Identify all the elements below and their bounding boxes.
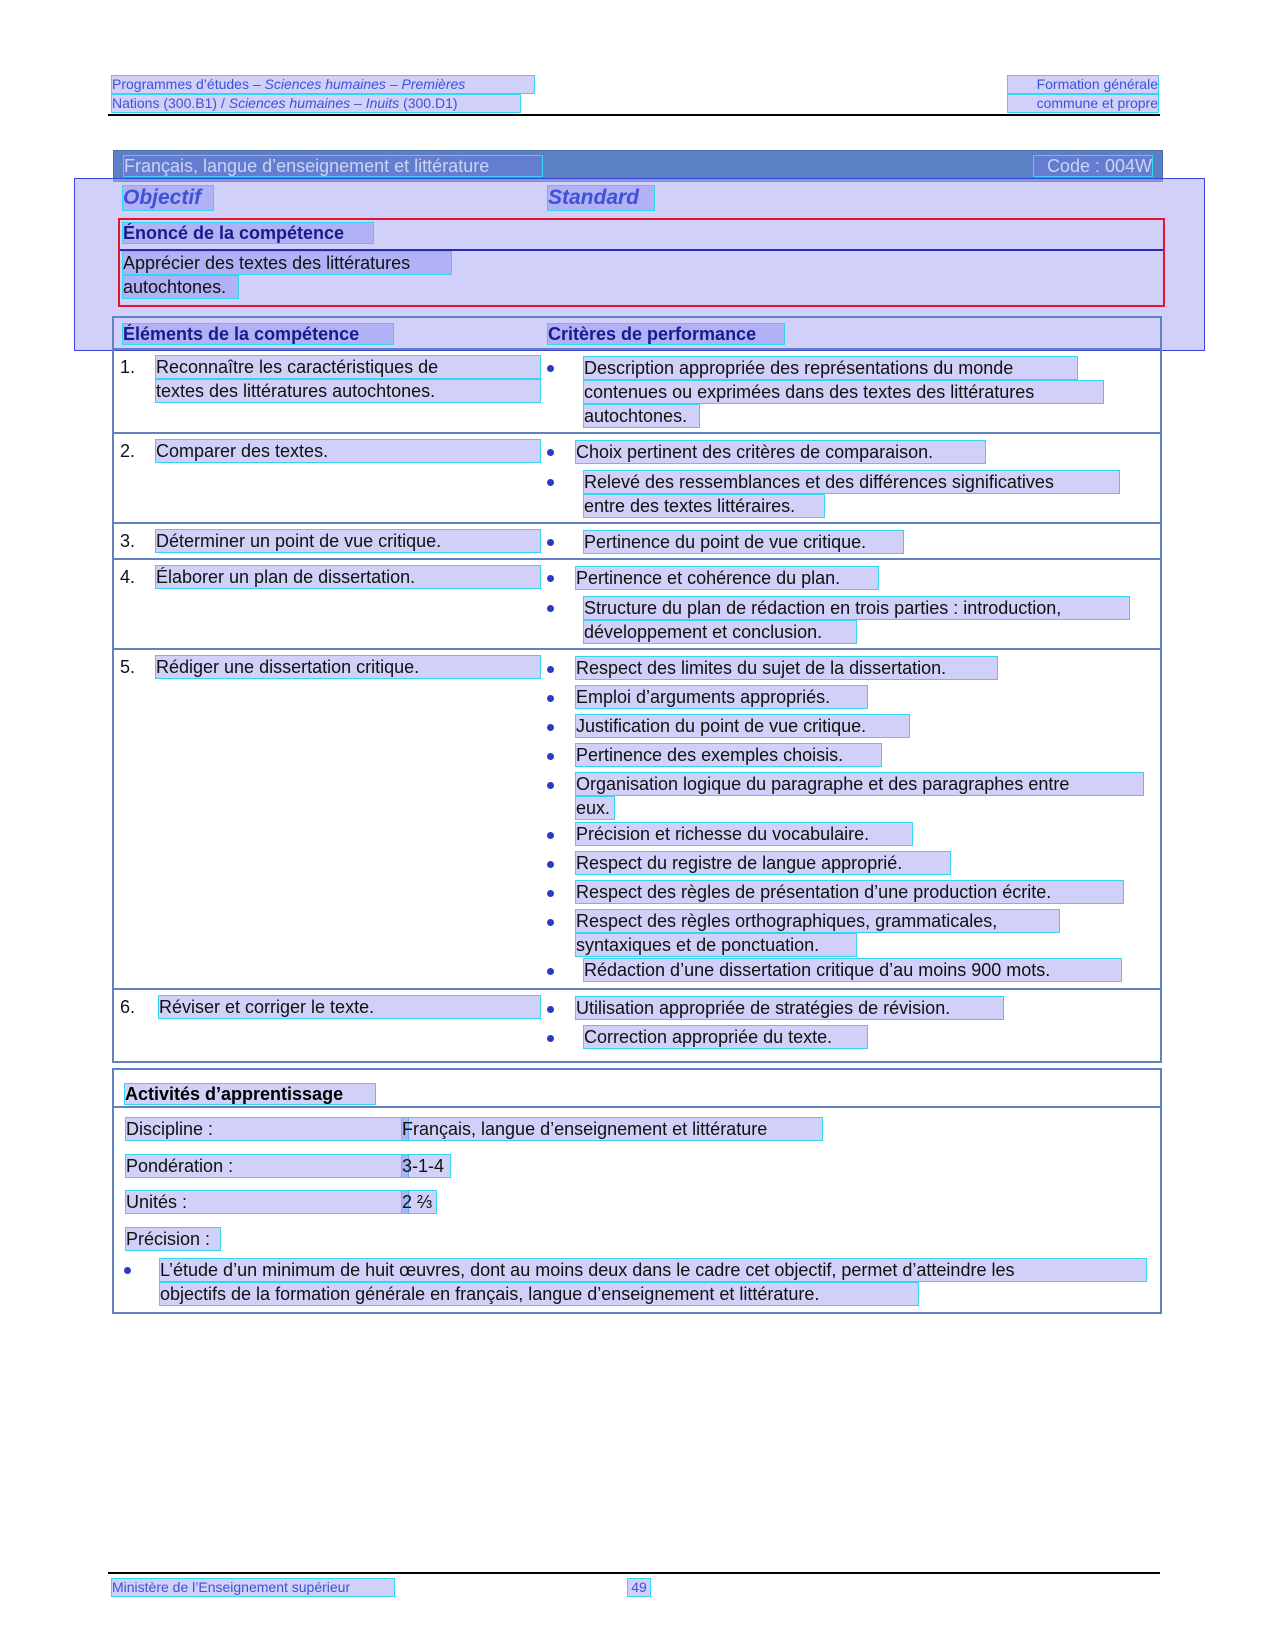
bullet-icon [124,1267,131,1274]
criterion-text: eux. [576,797,614,819]
row-divider [112,522,1162,524]
bullet-icon [547,575,554,582]
objectif-label: Objectif [123,186,213,210]
criterion-text: contenues ou exprimées dans des textes des littératures [584,381,1103,403]
criterion-text: développement et conclusion. [584,621,856,643]
table-head-elements: Éléments de la compétence [123,324,393,344]
footer-ministry: Ministère de l’Enseignement supérieur [112,1579,394,1596]
criterion-text: autochtones. [584,405,699,427]
header-right-line2: commune et propre [1008,95,1158,112]
criterion-text: Respect des limites du sujet de la dissertation. [576,657,997,679]
ponderation-value: 3-1-4 [402,1155,450,1177]
bullet-icon [547,605,554,612]
element-number: 6. [120,997,136,1017]
criterion-text: Respect des règles de présentation d’une production écrite. [576,881,1123,903]
criterion-text: Respect des règles orthographiques, grammaticales, [576,910,1059,932]
precision-label: Précision : [126,1228,220,1250]
element-text: Élaborer un plan de dissertation. [156,566,540,588]
criterion-text: Organisation logique du paragraphe et des paragraphes entre [576,773,1143,795]
bullet-icon [547,782,554,789]
criterion-text: Relevé des ressemblances et des différences significatives [584,471,1119,493]
unites-value: 2 ⅔ [402,1191,436,1213]
criterion-text: Structure du plan de rédaction en trois parties : introduction, [584,597,1129,619]
enonce-heading: Énoncé de la compétence [123,223,373,243]
element-number: 5. [120,657,136,677]
bullet-icon [547,1006,554,1013]
bullet-icon [547,753,554,760]
element-number: 1. [120,357,136,377]
element-number: 3. [120,531,136,551]
criterion-text: Description appropriée des représentations du monde [584,357,1077,379]
criterion-text: Correction appropriée du texte. [584,1026,867,1048]
bullet-icon [547,449,554,456]
activites-rule [112,1106,1162,1108]
element-number: 4. [120,567,136,587]
row-divider [112,648,1162,650]
criterion-text: syntaxiques et de ponctuation. [576,934,856,956]
bullet-icon [547,968,554,975]
criterion-text: Pertinence et cohérence du plan. [576,567,878,589]
standard-label: Standard [548,186,654,210]
criterion-text: entre des textes littéraires. [584,495,824,517]
discipline-label: Discipline : [126,1118,408,1140]
bullet-icon [547,890,554,897]
element-number: 2. [120,441,136,461]
criterion-text: Justification du point de vue critique. [576,715,909,737]
criterion-text: Utilisation appropriée de stratégies de révision. [576,997,1003,1019]
activites-heading: Activités d’apprentissage [125,1084,375,1104]
bullet-icon [547,666,554,673]
bullet-icon [547,479,554,486]
criterion-text: Précision et richesse du vocabulaire. [576,823,912,845]
bullet-icon [547,695,554,702]
criterion-text: Emploi d’arguments appropriés. [576,686,867,708]
criterion-text: Respect du registre de langue approprié. [576,852,950,874]
element-text: Réviser et corriger le texte. [159,996,540,1018]
bullet-icon [547,365,554,372]
element-text: textes des littératures autochtones. [156,380,540,402]
criterion-text: Rédaction d’une dissertation critique d’au moins 900 mots. [584,959,1121,981]
course-code: Code : 004W [1034,156,1152,176]
element-text: Reconnaître les caractéristiques de [156,356,540,378]
row-divider [112,988,1162,990]
enonce-divider [120,249,1163,251]
table-head-criteres: Critères de performance [548,324,784,344]
precision-text: objectifs de la formation générale en français, langue d’enseignement et littérature. [160,1283,918,1305]
course-title: Français, langue d’enseignement et littérature [124,156,542,176]
header-right-line1: Formation générale [1008,76,1158,93]
bullet-icon [547,539,554,546]
criterion-text: Pertinence des exemples choisis. [576,744,881,766]
element-text: Déterminer un point de vue critique. [156,530,540,552]
discipline-value: Français, langue d’enseignement et littérature [402,1118,822,1140]
header-left-line1: Programmes d’études – Sciences humaines – Premières [112,76,534,93]
page-number: 49 [628,1579,650,1596]
bullet-icon [547,724,554,731]
criterion-text: Choix pertinent des critères de comparaison. [576,441,985,463]
table-head-rule [112,348,1162,350]
footer-rule [108,1572,1160,1574]
bullet-icon [547,919,554,926]
element-text: Comparer des textes. [156,440,540,462]
criterion-text: Pertinence du point de vue critique. [584,531,903,553]
unites-label: Unités : [126,1191,408,1213]
bullet-icon [547,832,554,839]
element-text: Rédiger une dissertation critique. [156,656,540,678]
enonce-line2: autochtones. [123,276,238,298]
ponderation-label: Pondération : [126,1155,408,1177]
enonce-line1: Apprécier des textes des littératures [123,252,451,274]
bullet-icon [547,861,554,868]
row-divider [112,432,1162,434]
precision-text: L’étude d’un minimum de huit œuvres, dont au moins deux dans le cadre cet objectif, permet d’atteindre les [160,1259,1146,1281]
row-divider [112,558,1162,560]
header-rule [108,114,1160,116]
bullet-icon [547,1035,554,1042]
header-left-line2: Nations (300.B1) / Sciences humaines – Inuits (300.D1) [112,95,520,112]
